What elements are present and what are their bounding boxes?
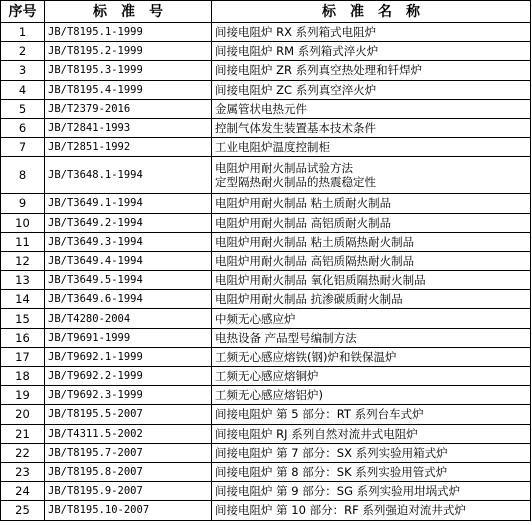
table-row <box>1 328 531 347</box>
standard-code-cell: JB/T2379-2016 <box>45 99 212 118</box>
standard-name-cell <box>212 462 531 481</box>
serial-number-cell: 22 <box>1 443 45 462</box>
serial-number-cell: 2 <box>1 42 45 61</box>
standard-name-line: 工频无心感应熔铜炉 <box>215 369 319 384</box>
standard-code-cell: JB/T3649.3-1994 <box>45 232 212 251</box>
standard-code-cell: JB/T9691-1999 <box>45 328 212 347</box>
standard-name-cell <box>212 328 531 347</box>
standard-code-cell: JB/T8195.8-2007 <box>45 462 212 481</box>
standard-name-line: 间接电阻炉 RM 系列箱式淬火炉 <box>215 44 379 59</box>
standard-code-cell: JB/T3648.1-1994 <box>45 157 212 194</box>
table-row <box>1 42 531 61</box>
table-row <box>1 157 531 194</box>
standard-name-cell <box>212 482 531 501</box>
table-row <box>1 232 531 251</box>
standard-name-line: 电阻炉用耐火制品 氧化铝质隔热耐火制品 <box>215 273 426 288</box>
serial-number-cell: 23 <box>1 462 45 481</box>
standard-name-line: 间接电阻炉 ZC 系列真空淬火炉 <box>215 82 377 97</box>
standard-code-cell: JB/T3649.1-1994 <box>45 194 212 213</box>
standard-name-cell <box>212 386 531 405</box>
table-row <box>1 194 531 213</box>
standard-code-cell: JB/T8195.10-2007 <box>45 501 212 520</box>
standard-name-cell <box>212 99 531 118</box>
table-row <box>1 80 531 99</box>
standard-name-line: 间接电阻炉 第 9 部分：SG 系列实验用坩埚式炉 <box>215 484 461 499</box>
table-row <box>1 251 531 270</box>
standard-name-cell <box>212 501 531 520</box>
standard-code-cell: JB/T8195.3-1999 <box>45 61 212 80</box>
serial-number-cell: 17 <box>1 347 45 366</box>
standard-name-line: 电阻炉用耐火制品 粘土质耐火制品 <box>215 196 392 211</box>
table-row <box>1 23 531 42</box>
serial-number-cell: 15 <box>1 309 45 328</box>
serial-number-cell: 21 <box>1 424 45 443</box>
serial-number-cell: 25 <box>1 501 45 520</box>
standard-name-cell <box>212 213 531 232</box>
table-row <box>1 138 531 157</box>
serial-number-cell: 20 <box>1 405 45 424</box>
table-row <box>1 271 531 290</box>
standard-name-cell <box>212 194 531 213</box>
serial-number-cell: 5 <box>1 99 45 118</box>
serial-number-cell: 13 <box>1 271 45 290</box>
serial-number-cell: 24 <box>1 482 45 501</box>
table-row <box>1 118 531 137</box>
standard-code-cell: JB/T3649.4-1994 <box>45 251 212 270</box>
serial-number-cell: 6 <box>1 118 45 137</box>
standard-name-cell <box>212 118 531 137</box>
serial-number-cell: 9 <box>1 194 45 213</box>
table-header-row <box>1 1 531 23</box>
serial-number-cell: 10 <box>1 213 45 232</box>
serial-number-cell: 18 <box>1 367 45 386</box>
standard-name-line: 电阻炉用耐火制品 高铝质隔热耐火制品 <box>215 253 415 268</box>
standard-code-cell: JB/T9692.2-1999 <box>45 367 212 386</box>
table-row <box>1 367 531 386</box>
table-row <box>1 213 531 232</box>
table-row <box>1 290 531 309</box>
standard-code-cell: JB/T8195.7-2007 <box>45 443 212 462</box>
standard-code-cell: JB/T2841-1993 <box>45 118 212 137</box>
standard-name-line: 间接电阻炉 第 8 部分：SK 系列实验用管式炉 <box>215 465 448 480</box>
serial-number-cell: 11 <box>1 232 45 251</box>
table-row <box>1 309 531 328</box>
standard-code-cell: JB/T2851-1992 <box>45 138 212 157</box>
standard-code-cell: JB/T3649.2-1994 <box>45 213 212 232</box>
standard-name-line: 电阻炉用耐火制品 粘土质隔热耐火制品 <box>215 234 415 249</box>
standard-code-cell: JB/T4311.5-2002 <box>45 424 212 443</box>
header-standard-name: 标 准 名 称 <box>212 1 531 23</box>
standard-name-cell <box>212 232 531 251</box>
standard-name-cell <box>212 347 531 366</box>
standard-name-cell <box>212 405 531 424</box>
serial-number-cell: 8 <box>1 157 45 194</box>
serial-number-cell: 4 <box>1 80 45 99</box>
standard-name-line: 中频无心感应炉 <box>215 311 296 326</box>
standard-name-line: 工频无心感应熔铝炉) <box>215 388 323 403</box>
standard-name-cell <box>212 290 531 309</box>
standard-name-cell <box>212 424 531 443</box>
standard-name-line: 工频无心感应熔铁(钢)炉和铁保温炉 <box>215 349 397 364</box>
header-serial-number: 序号 <box>1 1 45 23</box>
serial-number-cell: 12 <box>1 251 45 270</box>
serial-number-cell: 3 <box>1 61 45 80</box>
table-row <box>1 99 531 118</box>
standard-code-cell: JB/T3649.6-1994 <box>45 290 212 309</box>
table-row <box>1 501 531 520</box>
serial-number-cell: 14 <box>1 290 45 309</box>
standard-name-cell <box>212 251 531 270</box>
table-row <box>1 347 531 366</box>
standard-name-cell <box>212 443 531 462</box>
standard-name-cell <box>212 309 531 328</box>
standard-name-line: 间接电阻炉 第 7 部分：SX 系列实验用箱式炉 <box>215 445 448 460</box>
standard-name-cell <box>212 138 531 157</box>
serial-number-cell: 19 <box>1 386 45 405</box>
table-row <box>1 424 531 443</box>
standard-code-cell: JB/T8195.5-2007 <box>45 405 212 424</box>
standard-name-cell <box>212 61 531 80</box>
serial-number-cell: 16 <box>1 328 45 347</box>
standard-code-cell: JB/T8195.4-1999 <box>45 80 212 99</box>
standard-name-line: 定型隔热耐火制品的热震稳定性 <box>215 175 376 190</box>
standard-name-cell <box>212 80 531 99</box>
table-body <box>1 23 531 521</box>
serial-number-cell: 1 <box>1 23 45 42</box>
table-row <box>1 405 531 424</box>
standard-name-line: 电阻炉用耐火制品试验方法 <box>215 161 353 176</box>
standard-code-cell: JB/T8195.2-1999 <box>45 42 212 61</box>
standard-name-line: 金属管状电热元件 <box>215 101 307 116</box>
standard-name-cell <box>212 23 531 42</box>
standard-code-cell: JB/T8195.9-2007 <box>45 482 212 501</box>
standard-code-cell: JB/T8195.1-1999 <box>45 23 212 42</box>
standard-name-line: 间接电阻炉 RX 系列箱式电阻炉 <box>215 25 377 40</box>
table-row <box>1 443 531 462</box>
standard-name-cell <box>212 42 531 61</box>
standard-name-line: 电阻炉用耐火制品 抗渗碳质耐火制品 <box>215 292 403 307</box>
table-row <box>1 482 531 501</box>
standard-code-cell: JB/T4280-2004 <box>45 309 212 328</box>
standard-code-cell: JB/T9692.1-1999 <box>45 347 212 366</box>
table-row <box>1 386 531 405</box>
table-row <box>1 61 531 80</box>
standard-name-cell <box>212 157 531 194</box>
standard-code-cell: JB/T3649.5-1994 <box>45 271 212 290</box>
standard-name-line: 间接电阻炉 第 5 部分：RT 系列台车式炉 <box>215 407 424 422</box>
standard-name-line: 工业电阻炉温度控制柜 <box>215 140 330 155</box>
standard-name-line: 电热设备 产品型号编制方法 <box>215 330 357 345</box>
standard-name-cell <box>212 367 531 386</box>
serial-number-cell: 7 <box>1 138 45 157</box>
standard-name-cell <box>212 271 531 290</box>
standard-name-line: 间接电阻炉 ZR 系列真空热处理和钎焊炉 <box>215 63 423 78</box>
header-standard-code: 标 准 号 <box>45 1 212 23</box>
standard-name-line: 控制气体发生装置基本技术条件 <box>215 121 376 136</box>
standard-code-cell: JB/T9692.3-1999 <box>45 386 212 405</box>
standard-name-line: 电阻炉用耐火制品 高铝质耐火制品 <box>215 215 392 230</box>
table-row <box>1 462 531 481</box>
standard-name-line: 间接电阻炉 RJ 系列自然对流井式电阻炉 <box>215 426 418 441</box>
standard-name-line: 间接电阻炉 第 10 部分：RF 系列强迫对流井式炉 <box>215 503 466 518</box>
